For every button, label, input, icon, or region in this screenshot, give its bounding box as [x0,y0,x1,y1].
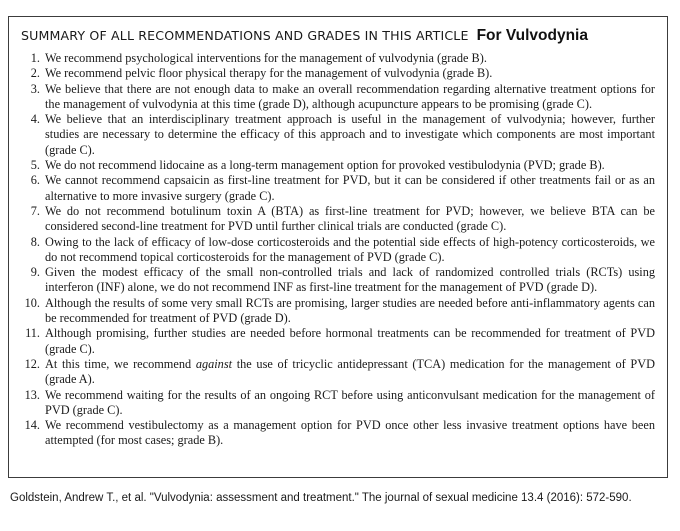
recommendation-emphasis: against [195,356,233,371]
recommendation-item [19,51,655,66]
recommendation-number: 6. [30,173,40,188]
summary-subtitle: For Vulvodynia [476,27,588,44]
recommendation-text: We recommend pelvic floor physical therapy for the management of vulvodynia (grade B). [45,66,493,81]
recommendation-number: 1. [30,51,40,65]
recommendation-text [45,357,655,388]
recommendation-number: 9. [30,265,40,280]
recommendation-item [19,173,655,204]
recommendation-number: 12. [24,356,40,371]
recommendation-number: 4. [30,112,40,127]
recommendation-text: Owing to the lack of efficacy of low-dose corticosteroids and the potential side effects of high-potency corticosteroids, we do not recommend topical corticosteroids for the management of PVD (grade C). [45,234,655,264]
recommendation-item [19,158,655,173]
recommendation-number: 8. [30,234,40,249]
recommendation-item [19,82,655,113]
recommendation-number: 10. [24,295,40,310]
recommendation-text: We cannot recommend capsaicin as first-line treatment for PVD, but it can be considered if other treatments fail or as an alternative to more invasive surgery (grade C). [45,173,655,203]
recommendation-number: 5. [30,158,40,173]
recommendation-text: We do not recommend botulinum toxin A (BTA) as first-line treatment for PVD; however, we believe BTA can be considered second-line treatment for PVD until further clinical trials are conducted (grade C). [45,203,655,234]
recommendation-text: Although promising, further studies are needed before hormonal treatments can be recommended for treatment of PVD (grade C). [45,326,655,356]
recommendation-text: We do not recommend lidocaine as a long-term management option for provoked vestibulodynia (PVD; grade B). [45,158,605,173]
summary-title: SUMMARY OF ALL RECOMMENDATIONS AND GRADES IN THIS ARTICLE [21,28,469,43]
recommendation-item [19,204,655,235]
recommendation-item [19,296,655,327]
recommendation-number: 13. [24,387,40,402]
recommendation-item [19,388,655,419]
recommendation-number: 3. [30,81,40,96]
recommendations-list [19,51,655,449]
recommendation-item [19,66,655,81]
recommendation-item [19,235,655,266]
recommendations-summary-box [8,16,668,478]
recommendation-text: We recommend psychological interventions for the management of vulvodynia (grade B). [45,51,487,65]
recommendation-item [19,418,655,449]
recommendation-text-after: the use of tricyclic antidepressant (TCA) medication for the management of PVD (grade A). [45,356,655,387]
recommendation-text: Given the modest efficacy of the small non-controlled trials and lack of randomized controlled trials (RCTs) using interferon (INF) alone, we do not recommend INF as first-line treatment for the management of PVD (grade D). [45,265,655,295]
recommendation-text: Although the results of some very small RCTs are promising, larger studies are needed before anti-inflammatory agents can be recommended for treatment of PVD (grade D). [45,295,655,326]
recommendation-text: We believe that an interdisciplinary treatment approach is useful in the management of vulvodynia; however, further studies are necessary to determine the efficacy of this approach and to investigate which components are most important (grade C). [45,112,655,157]
recommendation-number: 2. [30,66,40,81]
recommendation-item [19,265,655,296]
recommendation-text-before: At this time, we recommend [45,356,196,371]
recommendation-item [19,326,655,357]
recommendation-number: 14. [24,418,40,433]
citation: Goldstein, Andrew T., et al. "Vulvodynia: assessment and treatment." The journal of sexual medicine 13.4 (2016): 572-590. [10,492,632,504]
summary-title-row [19,27,655,45]
recommendation-text: We recommend vestibulectomy as a management option for PVD once other less invasive treatment options have been attempted (for most cases; grade B). [45,418,655,448]
recommendation-item [19,112,655,158]
recommendation-number: 7. [30,203,40,218]
recommendation-text: We recommend waiting for the results of an ongoing RCT before using anticonvulsant medication for the management of PVD (grade C). [45,387,655,417]
recommendation-text: We believe that there are not enough data to make an overall recommendation regarding alternative treatment options for the management of vulvodynia at this time (grade D), although acupuncture appears to be promising (grade C). [45,81,655,111]
recommendation-item [19,357,655,388]
recommendation-number: 11. [25,326,40,341]
